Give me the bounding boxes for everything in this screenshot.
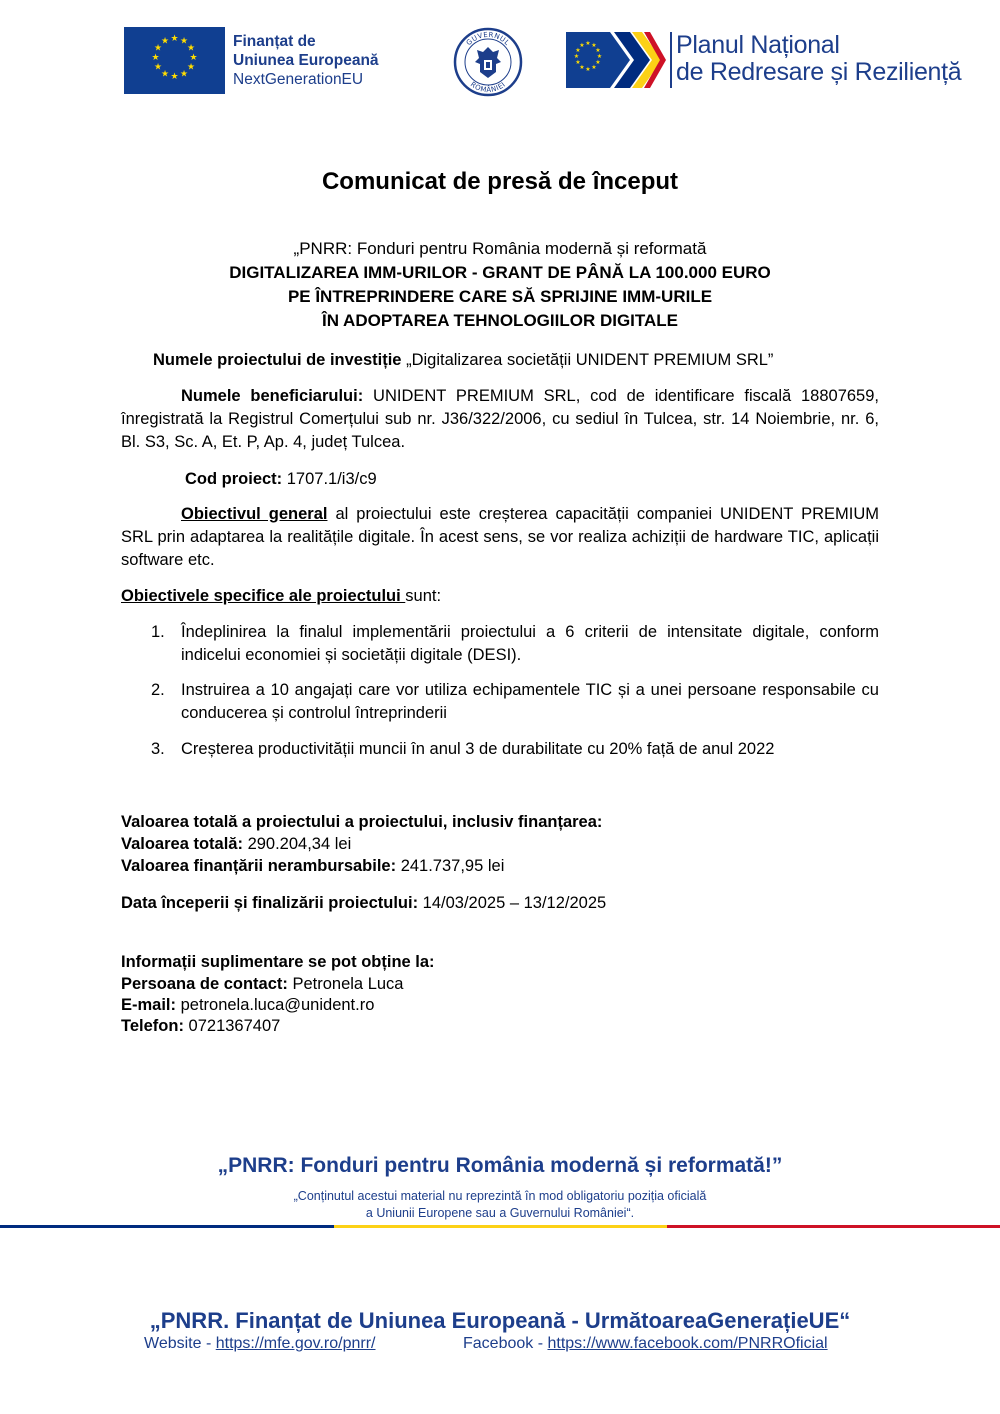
specific-objectives-suffix: sunt: <box>405 587 442 605</box>
svg-text:★: ★ <box>585 66 591 73</box>
subtitle-line4: ÎN ADOPTAREA TEHNOLOGIILOR DIGITALE <box>321 311 679 330</box>
svg-text:GUVERNUL: GUVERNUL <box>464 30 512 48</box>
contact-phone <box>121 1016 280 1037</box>
svg-text:★: ★ <box>591 42 597 49</box>
svg-text:★: ★ <box>186 62 196 73</box>
svg-text:★: ★ <box>575 59 581 66</box>
list-item <box>121 679 879 725</box>
footer-title: „PNRR. Finanțat de Uniunea Europeană - UrmătoareaGenerațieUE“ <box>149 1308 851 1333</box>
svg-text:★: ★ <box>151 53 160 63</box>
contact-email-label: E-mail: <box>121 996 177 1014</box>
grant-value-label: Valoarea finanțării nerambursabile: <box>121 857 397 875</box>
subtitle-line2: DIGITALIZAREA IMM-URILOR - GRANT DE PÂNĂ LA 100.000 EURO <box>229 263 771 282</box>
eu-stars-icon <box>124 27 225 94</box>
svg-text:★: ★ <box>153 43 163 54</box>
footer-website <box>144 1335 376 1353</box>
svg-text:★: ★ <box>575 47 581 54</box>
footer-facebook <box>463 1335 828 1353</box>
website-link[interactable]: https://mfe.gov.ro/pnrr/ <box>215 1335 376 1352</box>
svg-text:ROMÂNIEI: ROMÂNIEI <box>468 80 508 95</box>
project-dates <box>121 893 606 914</box>
svg-text:★: ★ <box>160 36 170 47</box>
footer-disclaimer <box>0 1188 1000 1222</box>
eu-flag-logo <box>124 27 225 94</box>
website-label: Website - <box>144 1335 216 1352</box>
project-code-label: Cod proiect: <box>185 470 283 488</box>
contact-person-value: Petronela Luca <box>287 975 404 993</box>
svg-text:★: ★ <box>160 69 170 80</box>
values-heading: Valoarea totală a proiectului a proiectului, inclusiv finanțarea: <box>121 813 603 831</box>
project-dates-value: 14/03/2025 – 13/12/2025 <box>418 894 607 912</box>
romanian-government-seal-logo <box>453 27 523 97</box>
project-code <box>121 468 879 491</box>
footer-slogan: „PNRR: Fonduri pentru România modernă și reformată!” <box>217 1154 783 1177</box>
grant-value <box>121 856 504 877</box>
beneficiary-label: Numele beneficiarului: <box>181 387 364 405</box>
total-value-label: Valoarea totală: <box>121 835 243 853</box>
pnrr-logo-line2: de Redresare și Reziliență <box>676 58 962 86</box>
general-objective-label: Obiectivul general <box>181 505 328 523</box>
subtitle-line3: PE ÎNTREPRINDERE CARE SĂ SPRIJINE IMM-URILE <box>287 287 713 306</box>
project-name-label: Numele proiectului de investiție <box>153 351 402 369</box>
program-subtitle <box>0 237 1000 333</box>
stripe-yellow <box>334 1225 667 1228</box>
svg-text:★: ★ <box>596 53 603 60</box>
general-objective-value: al proiectului este creșterea capacității companiei UNIDENT PREMIUM SRL prin adaptarea la realitățile digitale. În acest sens, se vor realiza achiziții de hardware TIC, aplicații software etc. <box>121 505 879 569</box>
list-item <box>121 621 879 667</box>
svg-text:★: ★ <box>573 53 580 60</box>
svg-text:★: ★ <box>579 64 585 71</box>
svg-text:★: ★ <box>179 36 189 47</box>
pnrr-flag-logo <box>566 32 666 88</box>
contact-phone-value: 0721367407 <box>183 1017 281 1035</box>
list-item-number: 1. <box>151 623 165 641</box>
contact-person-label: Persoana de contact: <box>121 975 288 993</box>
svg-text:★: ★ <box>179 69 189 80</box>
list-item-number: 2. <box>151 681 165 699</box>
list-item-text: Instruirea a 10 angajați care vor utiliza echipamentele TIC și a unei persoane responsabile cu conducerea și controlul întreprinderii <box>181 681 879 722</box>
specific-objectives-label: Obiectivele specifice ale proiectului <box>121 587 406 605</box>
general-objective <box>121 503 879 572</box>
facebook-link[interactable]: https://www.facebook.com/PNRROficial <box>547 1335 828 1352</box>
pnrr-logo-line1: Planul Național <box>676 31 840 59</box>
specific-objectives-heading <box>121 585 879 608</box>
stripe-blue <box>0 1225 334 1228</box>
subtitle-line1: „PNRR: Fonduri pentru România modernă și reformată <box>293 239 707 258</box>
svg-text:★: ★ <box>186 43 196 54</box>
svg-text:★: ★ <box>595 47 601 54</box>
eu-funding-label <box>233 32 379 89</box>
list-item-text: Îndeplinirea la finalul implementării proiectului a 6 criterii de intensitate digitale, conform indicelui economiei și societății digitale (DESI). <box>181 623 879 664</box>
list-item-number: 3. <box>151 740 165 758</box>
project-code-value: 1707.1/i3/c9 <box>282 470 377 488</box>
svg-text:★: ★ <box>153 62 163 73</box>
page-title: Comunicat de presă de început <box>321 168 679 195</box>
contact-person <box>121 974 403 995</box>
contact-email-value[interactable]: petronela.luca@unident.ro <box>176 996 375 1014</box>
eu-funding-line2: Uniunea Europeană <box>233 52 379 69</box>
facebook-label: Facebook - <box>463 1335 548 1352</box>
disclaimer-line2: a Uniunii Europene sau a Guvernului României“. <box>365 1206 635 1220</box>
list-item-text: Creșterea productivității muncii în anul 3 de durabilitate cu 20% față de anul 2022 <box>181 740 775 758</box>
svg-text:★: ★ <box>170 72 179 82</box>
beneficiary <box>121 385 879 454</box>
eu-funding-line3: NextGenerationEU <box>233 71 364 88</box>
project-name <box>121 349 879 372</box>
list-item <box>121 738 879 761</box>
beneficiary-value: UNIDENT PREMIUM SRL, cod de identificare fiscală 18807659, înregistrată la Registrul Comerțului sub nr. J36/322/2006, cu sediul în Tulcea, str. 14 Noiembrie, nr. 6, Bl. S3, Sc. A, Et. P, Ap. 4, județ Tulcea. <box>121 387 879 451</box>
total-value <box>121 834 351 855</box>
svg-text:★: ★ <box>189 53 198 63</box>
total-value-amount: 290.204,34 lei <box>242 835 352 853</box>
project-name-value: „Digitalizarea societății UNIDENT PREMIUM SRL” <box>401 351 774 369</box>
svg-text:★: ★ <box>591 64 597 71</box>
svg-text:★: ★ <box>170 34 179 44</box>
svg-text:★: ★ <box>595 59 601 66</box>
project-dates-label: Data începerii și finalizării proiectului: <box>121 894 419 912</box>
eu-funding-line1: Finanțat de <box>233 33 316 50</box>
contact-heading: Informații suplimentare se pot obține la: <box>121 953 435 971</box>
contact-phone-label: Telefon: <box>121 1017 184 1035</box>
pnrr-logo-divider <box>670 32 672 88</box>
svg-text:★: ★ <box>579 42 585 49</box>
svg-text:★: ★ <box>585 40 591 47</box>
grant-value-amount: 241.737,95 lei <box>396 857 505 875</box>
stripe-red <box>667 1225 1000 1228</box>
pnrr-logo-title <box>676 32 961 86</box>
contact-email <box>121 995 374 1016</box>
disclaimer-line1: „Conținutul acestui material nu reprezintă în mod obligatoriu poziția oficială <box>293 1189 707 1203</box>
